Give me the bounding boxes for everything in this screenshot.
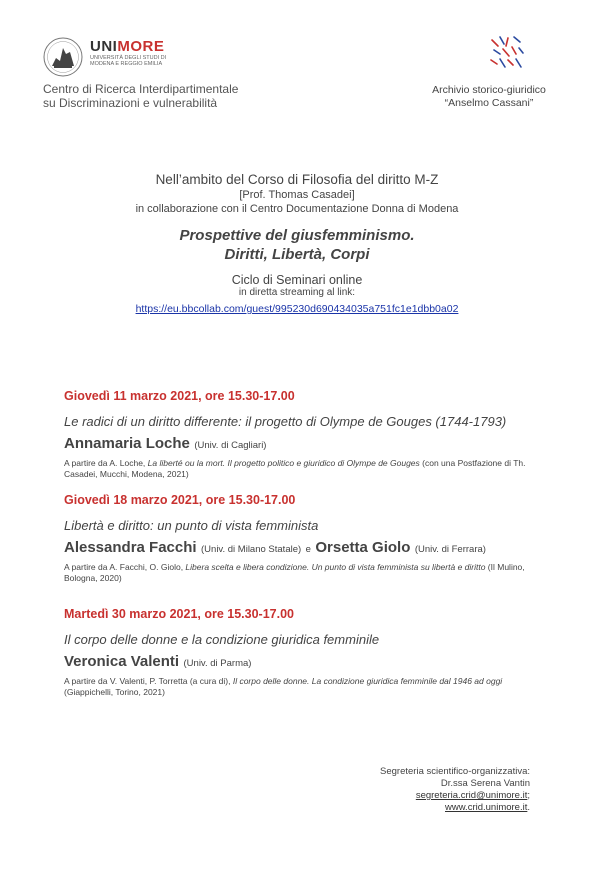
event-title: Libertà e diritto: un punto di vista femminista (64, 518, 319, 533)
streaming-line: in diretta streaming al link: (238, 287, 356, 298)
speaker-conjunction: e (305, 544, 311, 555)
unimore-logo (90, 38, 166, 67)
secretariat-website-link[interactable]: www.crid.unimore.it (445, 802, 528, 813)
course-line: Nell’ambito del Corso di Filosofia del diritto M-Z (155, 172, 439, 187)
event-date: Giovedì 11 marzo 2021, ore 15.30-17.00 (64, 389, 295, 403)
unimore-wordmark: UNIMORE (90, 38, 165, 55)
speaker-name: Annamaria Loche (64, 435, 190, 452)
speaker-affiliation: (Univ. di Ferrara) (414, 544, 486, 555)
centro-name: Centro di Ricerca Interdipartimentale su Discriminazioni e vulnerabilità (43, 82, 239, 110)
collaboration-line: in collaborazione con il Centro Documentazione Donna di Modena (135, 203, 459, 215)
university-seal-icon (42, 36, 84, 78)
intro-block (0, 172, 594, 317)
secretariat-title: Segreteria scientifico-organizzativa: (380, 766, 530, 777)
event-title: Le radici di un diritto differente: il progetto di Olympe de Gouges (1744-1793) (64, 414, 507, 429)
speaker-name: Veronica Valenti (64, 653, 180, 670)
secretariat-email-row: segreteria.crid@unimore.it; (415, 790, 530, 801)
speaker-name: Alessandra Facchi (64, 539, 197, 556)
event-speakers (64, 653, 534, 673)
event-speakers (64, 539, 534, 559)
unimore-subtitle-1: UNIVERSITÀ DEGLI STUDI DI (90, 55, 167, 61)
event-date: Giovedì 18 marzo 2021, ore 15.30-17.00 (64, 493, 296, 507)
speaker-affiliation: (Univ. di Parma) (183, 658, 252, 669)
event-item (64, 606, 534, 698)
cycle-line: Ciclo di Seminari online (231, 273, 363, 287)
event-note: A partire da V. Valenti, P. Torretta (a cura di), Il corpo delle donne. La condizione giuridica femminile dal 1946 ad oggi (Giappichelli, Torino, 2021) (64, 676, 503, 697)
event-title: Il corpo delle donne e la condizione giuridica femminile (64, 632, 380, 647)
event-note: A partire da A. Facchi, O. Giolo, Libera scelta e libera condizione. Un punto di vista femminista su libertà e diritto (Il Mulino, Bologna, 2020) (64, 562, 525, 583)
archivio-logo-icon (486, 32, 528, 74)
event-item (64, 388, 534, 480)
letterhead (40, 30, 554, 115)
speaker-affiliation: (Univ. di Milano Statale) (201, 544, 302, 555)
secretariat-web-row: www.crid.unimore.it. (445, 802, 530, 813)
archivio-name: Archivio storico-giuridico “Anselmo Cassani” (432, 84, 546, 109)
seminar-title: Prospettive del giusfemminismo. Diritti, Libertà, Corpi (179, 227, 415, 263)
speaker-affiliation: (Univ. di Cagliari) (194, 440, 267, 451)
events-list (64, 388, 534, 698)
speaker-name: Orsetta Giolo (315, 539, 411, 556)
secretariat-email-link[interactable]: segreteria.crid@unimore.it (415, 790, 528, 801)
event-speakers (64, 435, 534, 455)
secretariat-block (310, 766, 530, 814)
professor-line: [Prof. Thomas Casadei] (239, 189, 355, 201)
event-note: A partire da A. Loche, La liberté ou la mort. Il progetto politico e giuridico di Olympe de Gouges (con una Postfazione di Th. Casadei, Mucchi, Modena, 2021) (64, 458, 526, 479)
unimore-subtitle-2: MODENA E REGGIO EMILIA (90, 61, 163, 67)
event-item (64, 492, 534, 584)
secretariat-person: Dr.ssa Serena Vantin (440, 778, 530, 789)
event-date: Martedì 30 marzo 2021, ore 15.30-17.00 (64, 607, 294, 621)
streaming-link[interactable]: https://eu.bbcollab.com/guest/995230d690434035a751fc1e1dbb0a02 (135, 303, 459, 315)
